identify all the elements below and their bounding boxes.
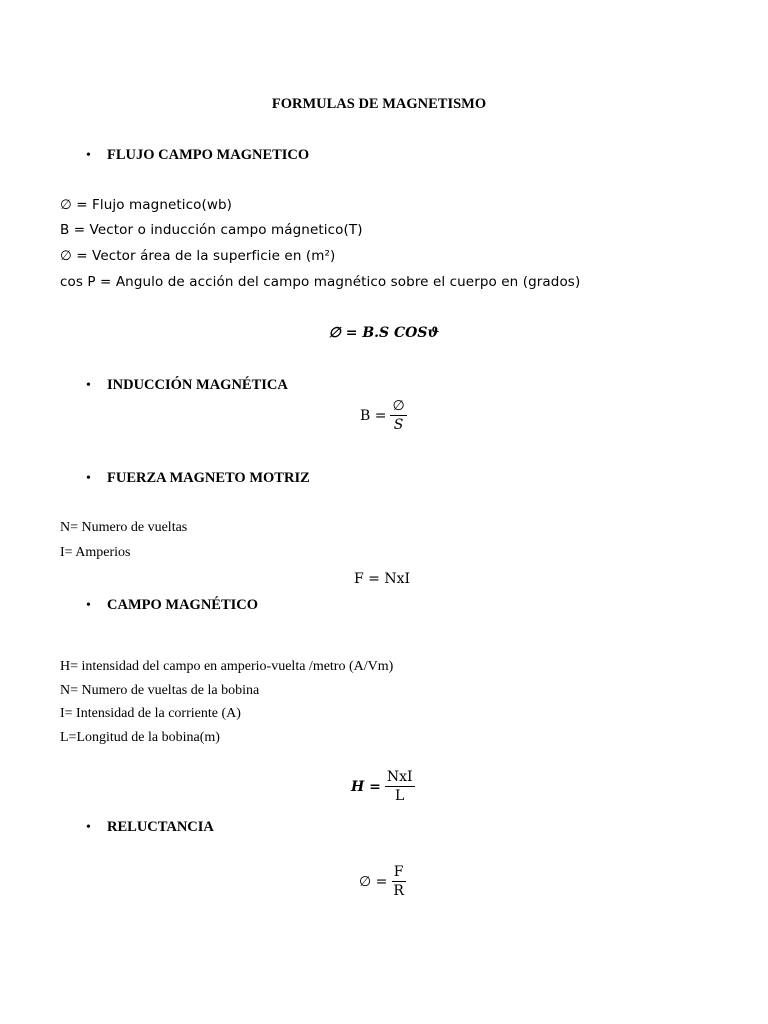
fraction-numerator: ∅ (392, 398, 405, 414)
document-title: FORMULAS DE MAGNETISMO (271, 96, 487, 112)
heading-reluctancia-text: RELUCTANCIA (107, 819, 214, 835)
heading-induccion (86, 377, 288, 394)
definition-cos-angle: cos P = Angulo de acción del campo magnético sobre el cuerpo en (grados) (60, 274, 581, 290)
fraction-campo (385, 769, 415, 804)
fraction-induccion (390, 398, 406, 433)
fraction-reluctancia (391, 864, 406, 899)
formula-fuerza: F = NxI (354, 571, 411, 587)
fraction-denominator: S (393, 417, 404, 433)
definition-vector-b: B = Vector o inducción campo mágnetico(T) (60, 222, 363, 238)
formula-campo (351, 769, 415, 804)
definition-n-bobina: N= Numero de vueltas de la bobina (60, 683, 260, 698)
fraction-numerator: NxI (386, 769, 413, 785)
definition-amperios: I= Amperios (60, 545, 131, 560)
formula-campo-lhs: H = (351, 778, 381, 795)
formula-induccion-lhs: B = (360, 407, 387, 424)
fraction-numerator: F (393, 864, 404, 880)
heading-fuerza (86, 470, 310, 487)
heading-flujo (86, 147, 309, 164)
heading-reluctancia (86, 819, 214, 836)
formula-reluctancia (359, 864, 406, 899)
heading-fuerza-text: FUERZA MAGNETO MOTRIZ (107, 470, 310, 486)
formula-reluctancia-lhs: ∅ = (359, 873, 388, 890)
definition-h-intensidad: H= intensidad del campo en amperio-vuelta /metro (A/Vm) (60, 659, 394, 674)
definition-flujo: ∅ = Flujo magnetico(wb) (60, 197, 233, 213)
heading-campo-text: CAMPO MAGNÉTICO (107, 597, 259, 613)
bullet-icon: • (86, 148, 91, 163)
definition-l-longitud: L=Longitud de la bobina(m) (60, 730, 220, 745)
bullet-icon: • (86, 471, 91, 486)
heading-campo (86, 597, 258, 614)
fraction-denominator: L (395, 788, 405, 804)
definition-vector-area: ∅ = Vector área de la superficie en (m²) (60, 248, 336, 264)
formula-induccion (360, 398, 407, 433)
fraction-denominator: R (393, 883, 404, 899)
formula-flujo: ∅ = B.S COSϑ (328, 325, 440, 341)
heading-flujo-text: FLUJO CAMPO MAGNETICO (107, 147, 310, 163)
bullet-icon: • (86, 378, 91, 393)
definition-n-vueltas: N= Numero de vueltas (60, 520, 188, 535)
heading-induccion-text: INDUCCIÓN MAGNÉTICA (107, 377, 288, 393)
definition-i-corriente: I= Intensidad de la corriente (A) (60, 706, 241, 721)
bullet-icon: • (86, 820, 91, 835)
bullet-icon: • (86, 598, 91, 613)
